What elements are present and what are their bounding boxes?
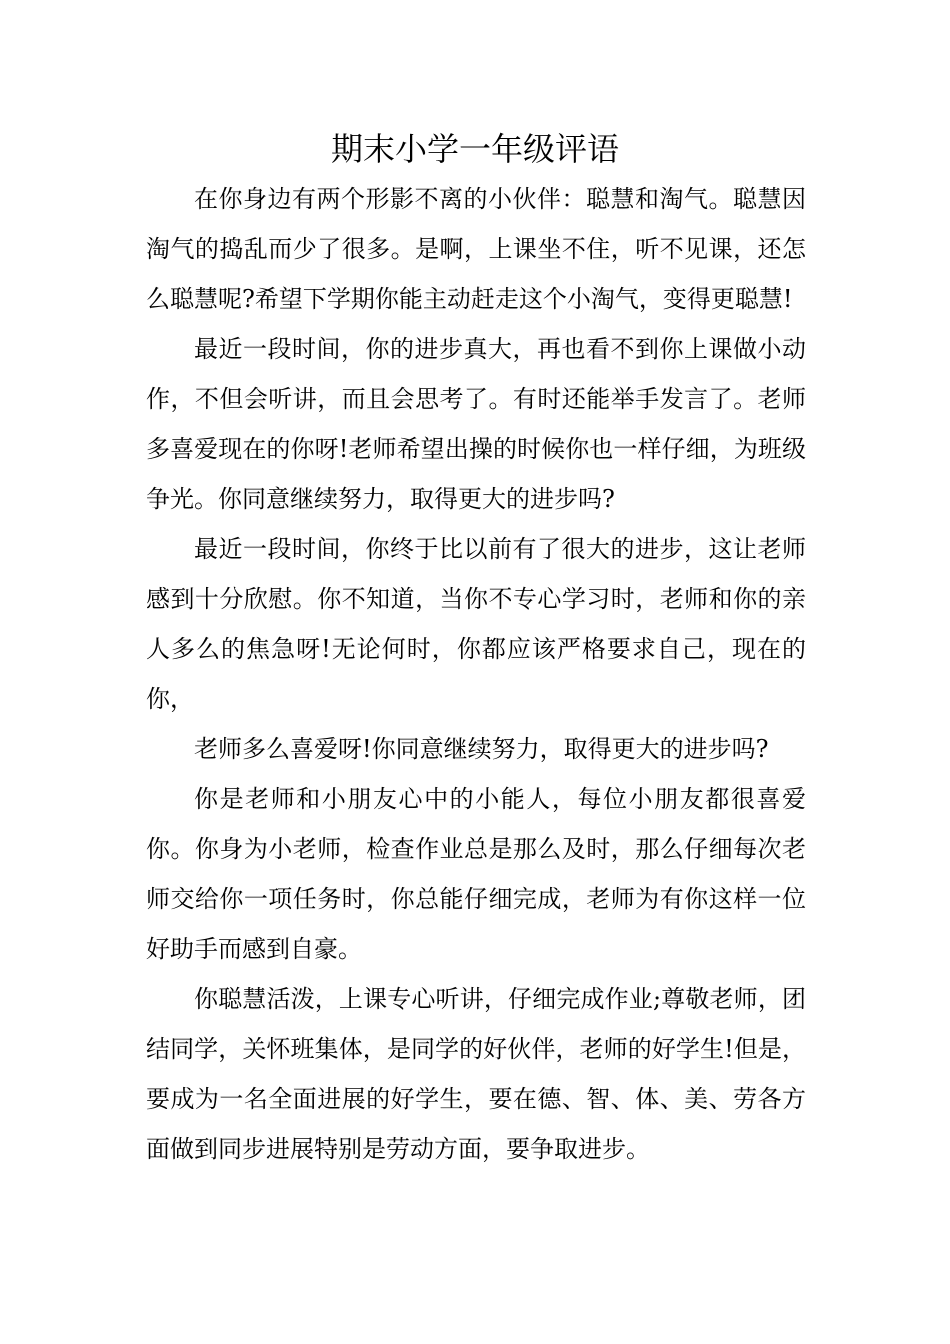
paragraph-2: 最近一段时间，你的进步真大，再也看不到你上课做小动作，不但会听讲，而且会思考了。有时还能举手发言了。老师多喜爱现在的你呀!老师希望出操的时候你也一样仔细，为班级争光。你同意继续努力，取得更大的进步吗? [146,335,806,513]
paragraph-1: 在你身边有两个形影不离的小伙伴：聪慧和淘气。聪慧因淘气的捣乱而少了很多。是啊，上课坐不住，听不见课，还怎么聪慧呢?希望下学期你能主动赶走这个小淘气，变得更聪慧! [146,185,806,313]
document-body [146,174,806,1174]
paragraph-3: 最近一段时间，你终于比以前有了很大的进步，这让老师感到十分欣慰。你不知道，当你不专心学习时，老师和你的亲人多么的焦急呀!无论何时，你都应该严格要求自己，现在的你， [146,535,806,713]
page-title: 期末小学一年级评语 [330,130,619,168]
paragraph-6: 你聪慧活泼，上课专心听讲，仔细完成作业;尊敬老师，团结同学，关怀班集体，是同学的好伙伴，老师的好学生!但是，要成为一名全面进展的好学生，要在德、智、体、美、劳各方面做到同步进展特别是劳动方面，要争取进步。 [146,985,806,1163]
paragraph-4: 老师多么喜爱呀!你同意继续努力，取得更大的进步吗? [194,735,769,763]
paragraph-5: 你是老师和小朋友心中的小能人，每位小朋友都很喜爱你。你身为小老师，检查作业总是那么及时，那么仔细每次老师交给你一项任务时，你总能仔细完成，老师为有你这样一位好助手而感到自豪。 [146,785,806,963]
